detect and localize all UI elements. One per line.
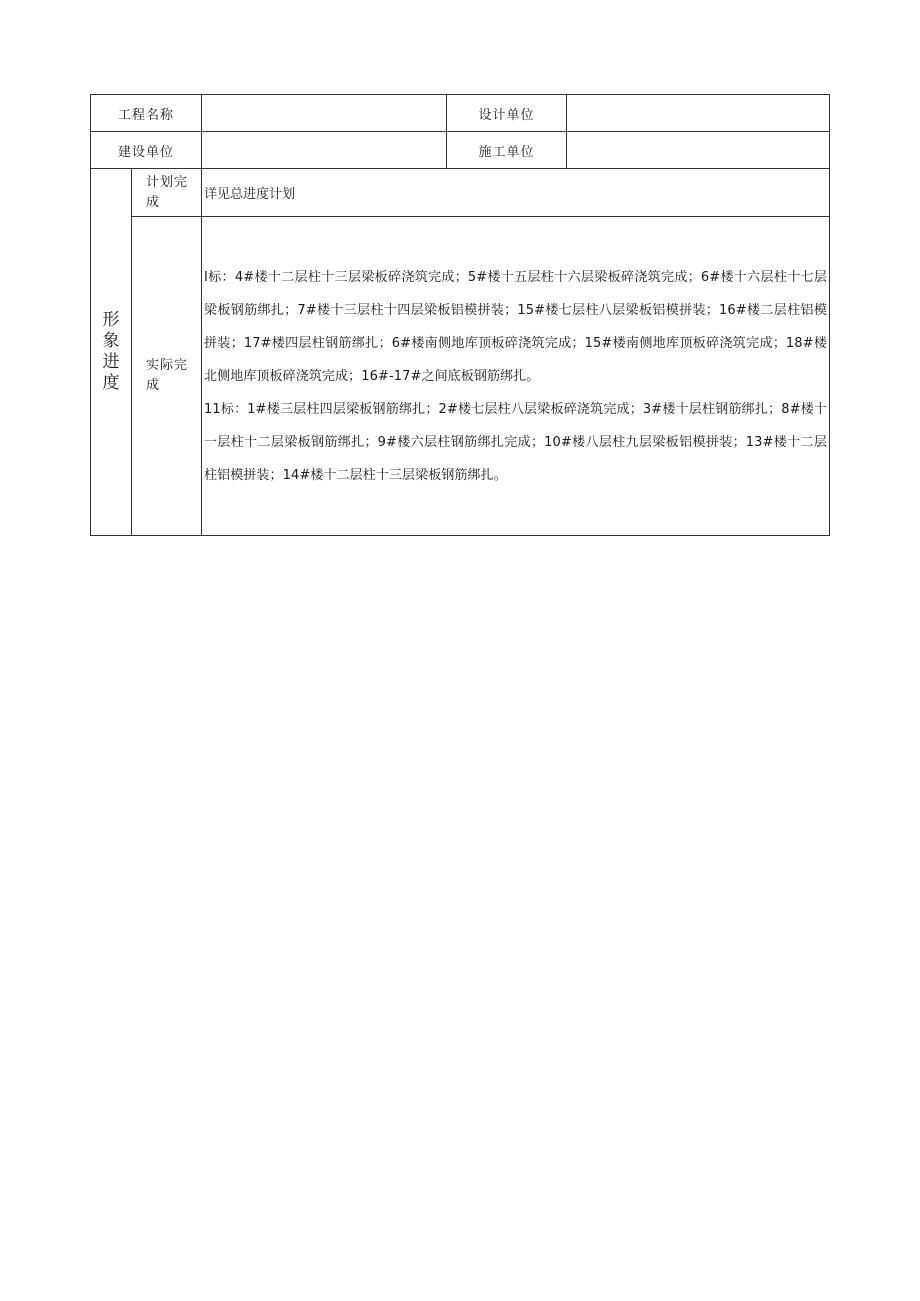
project-name-field[interactable] bbox=[202, 95, 447, 132]
progress-section-char: 度 bbox=[102, 373, 120, 393]
owner-unit-field[interactable] bbox=[202, 132, 447, 169]
construction-unit-label: 施工单位 bbox=[447, 132, 567, 169]
row-actual bbox=[91, 217, 830, 536]
project-info-form bbox=[90, 94, 830, 536]
actual-paragraph: 11标：1#楼三层柱四层梁板钢筋绑扎；2#楼七层柱八层梁板碎浇筑完成；3#楼十层柱钢筋绑扎；8#楼十一层柱十二层梁板钢筋绑扎；9#楼六层柱钢筋绑扎完成；10#楼八层柱九层梁板铝模拼装；13#楼十二层柱铝模拼装；14#楼十二层柱十三层梁板钢筋绑扎。 bbox=[204, 402, 828, 483]
project-name-label: 工程名称 bbox=[91, 95, 202, 132]
row-planned bbox=[91, 169, 830, 217]
design-unit-label: 设计单位 bbox=[447, 95, 567, 132]
row-owner-unit bbox=[91, 132, 830, 169]
owner-unit-label: 建设单位 bbox=[91, 132, 202, 169]
actual-value[interactable] bbox=[202, 217, 830, 536]
actual-label: 实际完成 bbox=[132, 217, 202, 536]
progress-section-char: 形 bbox=[102, 310, 120, 330]
design-unit-field[interactable] bbox=[567, 95, 830, 132]
row-project-name bbox=[91, 95, 830, 132]
progress-section-char: 象 bbox=[102, 331, 120, 351]
progress-section-label bbox=[91, 169, 132, 536]
construction-unit-field[interactable] bbox=[567, 132, 830, 169]
planned-label: 计划完成 bbox=[132, 169, 202, 217]
planned-value[interactable]: 详见总进度计划 bbox=[202, 169, 830, 217]
actual-paragraph: I标：4#楼十二层柱十三层梁板碎浇筑完成；5#楼十五层柱十六层梁板碎浇筑完成；6#楼十六层柱十七层梁板钢筋绑扎；7#楼十三层柱十四层梁板铝模拼装；15#楼七层柱八层梁板铝模拼装；16#楼二层柱铝模拼装；17#楼四层柱钢筋绑扎；6#楼南侧地库顶板碎浇筑完成；15#楼南侧地库顶板碎浇筑完成；18#楼北侧地库顶板碎浇筑完成；16#-17#之间底板钢筋绑扎。 bbox=[204, 270, 828, 384]
progress-section-char: 进 bbox=[102, 352, 120, 372]
